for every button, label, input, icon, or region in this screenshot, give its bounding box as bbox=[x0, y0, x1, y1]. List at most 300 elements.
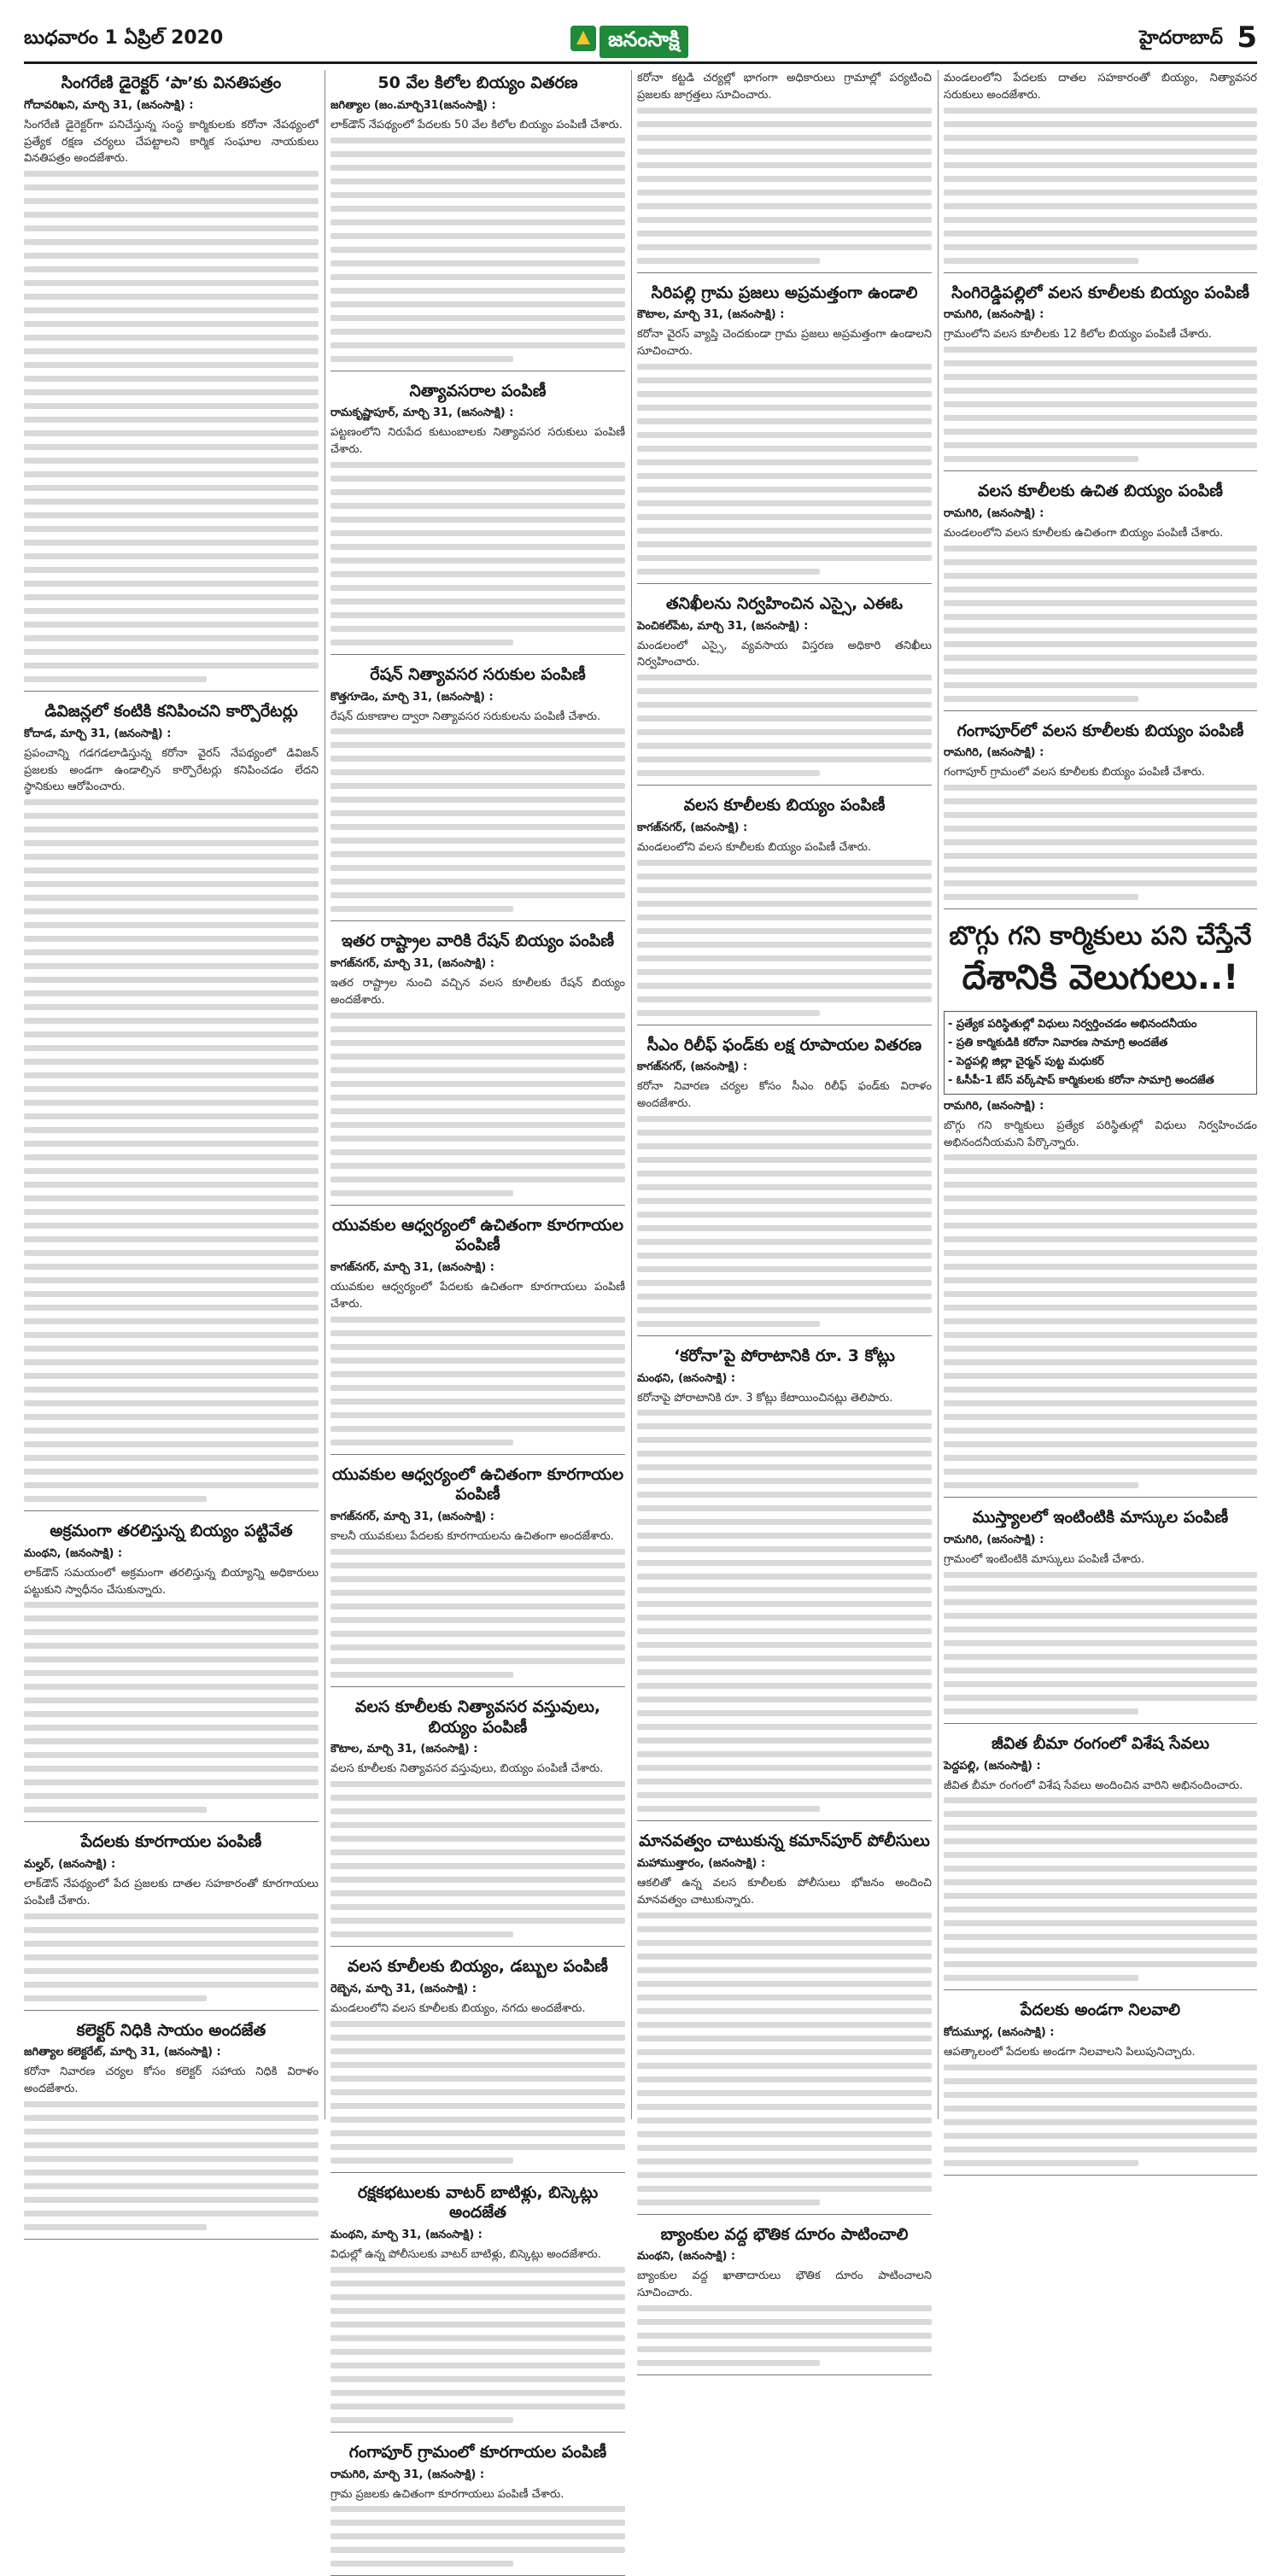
text-line bbox=[637, 1683, 932, 1689]
text-line bbox=[330, 1149, 625, 1155]
text-line bbox=[637, 1157, 932, 1163]
text-line bbox=[637, 203, 932, 209]
text-line bbox=[330, 865, 625, 871]
text-line bbox=[24, 1346, 319, 1352]
text-line bbox=[637, 1615, 932, 1621]
article-separator bbox=[637, 785, 932, 786]
text-line bbox=[24, 1141, 319, 1147]
news-article bbox=[944, 70, 1257, 273]
text-line bbox=[944, 347, 1257, 353]
article-text-lines bbox=[637, 1410, 932, 1812]
text-line bbox=[24, 212, 319, 218]
text-line bbox=[330, 1890, 625, 1896]
text-line bbox=[637, 1806, 820, 1812]
column-2 bbox=[330, 70, 625, 2501]
text-line bbox=[944, 1838, 1257, 1844]
text-line bbox=[24, 1643, 319, 1649]
news-article bbox=[944, 721, 1257, 910]
text-line bbox=[330, 2158, 513, 2164]
text-line bbox=[330, 137, 625, 143]
text-line bbox=[24, 553, 319, 559]
article-dateline: కాగజ్‌నగర్, మార్చి 31, (జనంసాక్షి) : bbox=[330, 1261, 494, 1274]
news-article bbox=[330, 382, 625, 655]
news-article bbox=[944, 482, 1257, 711]
text-line bbox=[24, 540, 319, 546]
text-line bbox=[944, 1291, 1257, 1297]
text-line bbox=[24, 608, 319, 614]
text-line bbox=[330, 2308, 625, 2314]
text-line bbox=[24, 253, 319, 259]
text-line bbox=[637, 873, 932, 879]
text-line bbox=[24, 294, 319, 300]
article-dateline: మంథని, (జనంసాక్షి) : bbox=[24, 1546, 123, 1560]
text-line bbox=[330, 571, 625, 577]
text-line bbox=[637, 702, 932, 708]
article-dateline: రామగిరి, (జనంసాక్షి) : bbox=[944, 1099, 1044, 1113]
article-text-lines bbox=[24, 1913, 319, 2001]
text-line bbox=[330, 1371, 625, 1377]
article-text-lines bbox=[330, 2021, 625, 2164]
text-line bbox=[24, 827, 319, 832]
article-text-lines bbox=[637, 860, 932, 1016]
text-line bbox=[637, 2360, 820, 2366]
text-line bbox=[24, 335, 319, 341]
text-line bbox=[637, 2131, 932, 2137]
text-line bbox=[330, 1576, 625, 1582]
text-line bbox=[944, 853, 1257, 859]
column-1 bbox=[24, 70, 319, 2119]
text-line bbox=[24, 1752, 319, 1758]
text-line bbox=[330, 462, 625, 468]
text-line bbox=[944, 1879, 1257, 1885]
feature-bullet: - ప్రతి కార్మికుడికి కరోనా నివారణ సామాగ్రి అందజేత bbox=[948, 1036, 1168, 1049]
text-line bbox=[637, 1710, 932, 1716]
text-line bbox=[637, 446, 932, 452]
text-line bbox=[24, 1414, 319, 1420]
text-line bbox=[637, 743, 932, 749]
text-line bbox=[637, 1423, 932, 1429]
text-line bbox=[637, 1437, 932, 1443]
article-body: కరోనాపై పోరాటానికి రూ. 3 కోట్లు కేటాయించినట్లు తెలిపారు. bbox=[637, 1391, 893, 1405]
text-line bbox=[24, 1359, 319, 1365]
text-line bbox=[24, 881, 319, 887]
text-line bbox=[944, 559, 1257, 565]
text-line bbox=[637, 1724, 932, 1730]
text-line bbox=[944, 1346, 1257, 1352]
text-line bbox=[330, 2376, 625, 2382]
article-headline: సిరిపల్లి గ్రామ ప్రజలు అప్రమత్తంగా ఉండాలి bbox=[651, 283, 918, 302]
text-line bbox=[944, 1154, 1257, 1160]
text-line bbox=[944, 374, 1257, 380]
text-line bbox=[637, 1464, 932, 1470]
text-line bbox=[330, 906, 513, 912]
text-line bbox=[637, 2049, 932, 2055]
article-dateline: మల్హర్, (జనంసాక్షి) : bbox=[24, 1858, 116, 1871]
text-line bbox=[330, 151, 625, 157]
article-dateline: కాగజ్‌నగర్, మార్చి 31, (జనంసాక్షి) : bbox=[330, 1510, 494, 1523]
text-line bbox=[330, 2417, 513, 2423]
text-line bbox=[24, 1168, 319, 1174]
text-line bbox=[24, 1455, 319, 1461]
article-body: మండలంలో ఎస్సై, వ్యవసాయ విస్తరణ అధికారి తనిఖీలు నిర్వహించారు. bbox=[637, 639, 932, 669]
text-line bbox=[637, 675, 932, 681]
text-line bbox=[330, 1931, 513, 1937]
feature-bullet: - పెద్దపల్లి జిల్లా చైర్మన్ పుట్ట మధుకర్ bbox=[948, 1054, 1104, 1068]
article-dateline: రామగిరి, (జనంసాక్షి) : bbox=[944, 1533, 1044, 1547]
article-text-lines bbox=[944, 785, 1257, 900]
text-line bbox=[24, 485, 319, 491]
text-line bbox=[330, 2390, 625, 2396]
text-line bbox=[944, 798, 1257, 804]
article-body: కాలనీ యువకులు పేదలకు కూరగాయలను ఉచితంగా అందజేశారు. bbox=[330, 1530, 614, 1543]
text-line bbox=[330, 838, 625, 844]
article-dateline: జగిత్యాల కలెక్టరేట్, మార్చి 31, (జనంసాక్షి) : bbox=[24, 2046, 221, 2059]
article-text-lines bbox=[24, 2101, 319, 2230]
news-article bbox=[944, 283, 1257, 472]
news-article bbox=[330, 1697, 625, 1947]
article-headline: గంగాపూర్‌లో వలస కూలీలకు బియ్యం పంపిణీ bbox=[956, 721, 1244, 740]
text-line bbox=[24, 1305, 319, 1311]
article-body: బొగ్గు గని కార్మికులు ప్రత్యేక పరిస్థితుల్లో విధులు నిర్వహించడం అభినందనీయమని పేర్కొన్నారు. bbox=[944, 1119, 1257, 1149]
text-line bbox=[637, 418, 932, 424]
text-line bbox=[637, 1601, 932, 1607]
news-article bbox=[330, 932, 625, 1205]
text-line bbox=[24, 1629, 319, 1635]
text-line bbox=[330, 2322, 625, 2328]
text-line bbox=[637, 1280, 932, 1286]
article-text-lines bbox=[24, 171, 319, 682]
text-line bbox=[24, 2170, 319, 2176]
text-line bbox=[944, 1599, 1257, 1605]
article-dateline: పెద్దపల్లి, (జనంసాక్షి) : bbox=[944, 1759, 1041, 1773]
text-line bbox=[637, 459, 932, 465]
text-line bbox=[944, 442, 1257, 448]
text-line bbox=[24, 444, 319, 450]
text-line bbox=[944, 1920, 1257, 1926]
text-line bbox=[944, 867, 1257, 873]
article-text-lines bbox=[944, 108, 1257, 264]
article-dateline: కాగజ్‌నగర్, (జనంసాక్షి) : bbox=[637, 1060, 748, 1074]
text-line bbox=[637, 716, 932, 721]
text-line bbox=[637, 2090, 932, 2096]
column-divider bbox=[938, 70, 939, 2119]
article-body: లాక్‌డౌన్ సమయంలో అక్రమంగా తరలిస్తున్న బియ్యాన్ని అధికారులు పట్టుకుని స్వాధీనం చేసుకున్నారు. bbox=[24, 1566, 319, 1597]
article-dateline: కాగజ్‌నగర్, (జనంసాక్షి) : bbox=[637, 821, 748, 834]
text-line bbox=[637, 1792, 932, 1798]
masthead-date: బుధవారం 1 ఏప్రిల్ 2020 bbox=[24, 27, 224, 49]
news-article bbox=[944, 1100, 1257, 1498]
text-line bbox=[330, 219, 625, 225]
text-line bbox=[637, 1307, 932, 1313]
article-headline: ముస్త్యాలలో ఇంటింటికి మాస్కుల పంపిణీ bbox=[972, 1508, 1229, 1527]
article-text-lines bbox=[330, 137, 625, 362]
text-line bbox=[637, 996, 932, 1002]
text-line bbox=[330, 2048, 625, 2054]
text-line bbox=[24, 1602, 319, 1608]
text-line bbox=[330, 1822, 625, 1828]
text-line bbox=[24, 1656, 319, 1662]
text-line bbox=[637, 1519, 932, 1525]
text-line bbox=[330, 756, 625, 762]
text-line bbox=[944, 1893, 1257, 1899]
article-headline: నిత్యావసరాల పంపిణీ bbox=[409, 381, 547, 400]
text-line bbox=[637, 405, 932, 411]
text-line bbox=[24, 1209, 319, 1215]
text-line bbox=[330, 1026, 625, 1032]
article-separator bbox=[637, 272, 932, 273]
text-line bbox=[637, 364, 932, 370]
article-separator bbox=[330, 2432, 625, 2433]
text-line bbox=[637, 2104, 932, 2110]
text-line bbox=[24, 895, 319, 901]
article-separator bbox=[944, 470, 1257, 471]
text-line bbox=[944, 2160, 1138, 2166]
text-line bbox=[637, 1967, 932, 1973]
text-line bbox=[637, 121, 932, 127]
article-body: ఆకలితో ఉన్న వలస కూలీలకు పోలీసులు భోజనం అందించి మానవత్వం చాటుకున్నారు. bbox=[637, 1877, 932, 1907]
text-line bbox=[24, 1670, 319, 1676]
text-line bbox=[637, 928, 932, 934]
text-line bbox=[637, 231, 932, 237]
text-line bbox=[24, 376, 319, 382]
text-line bbox=[330, 544, 625, 550]
text-line bbox=[24, 512, 319, 518]
article-dateline: రామగిరి, (జనంసాక్షి) : bbox=[944, 506, 1044, 520]
text-line bbox=[637, 1913, 932, 1919]
article-separator bbox=[637, 583, 932, 584]
text-line bbox=[330, 1836, 625, 1842]
text-line bbox=[24, 1697, 319, 1703]
text-line bbox=[944, 546, 1257, 552]
text-line bbox=[944, 628, 1257, 634]
article-text-lines bbox=[330, 1317, 625, 1446]
text-line bbox=[944, 1359, 1257, 1365]
text-line bbox=[637, 2319, 932, 2325]
text-line bbox=[330, 178, 625, 184]
text-line bbox=[330, 879, 625, 885]
article-separator bbox=[330, 1454, 625, 1455]
text-line bbox=[24, 1086, 319, 1092]
text-line bbox=[24, 471, 319, 477]
text-line bbox=[330, 1781, 625, 1787]
article-text-lines bbox=[330, 462, 625, 645]
text-line bbox=[24, 1711, 319, 1717]
article-dateline: మంథని, (జనంసాక్షి) : bbox=[637, 1371, 736, 1385]
text-line bbox=[24, 417, 319, 423]
text-line bbox=[24, 1045, 319, 1051]
text-line bbox=[330, 1385, 625, 1391]
text-line bbox=[24, 1195, 319, 1201]
text-line bbox=[330, 810, 625, 816]
column-divider bbox=[631, 70, 632, 2119]
article-dateline: రామగిరి, (జనంసాక్షి) : bbox=[944, 746, 1044, 760]
text-line bbox=[24, 2224, 207, 2230]
text-line bbox=[24, 676, 207, 682]
article-body: విధుల్లో ఉన్న పోలీసులకు వాటర్ బాటిళ్లు, బిస్కెట్లు అందజేశారు. bbox=[330, 2248, 601, 2261]
text-line bbox=[944, 1852, 1257, 1858]
text-line bbox=[944, 1236, 1257, 1242]
text-line bbox=[330, 2089, 625, 2095]
text-line bbox=[637, 1628, 932, 1634]
text-line bbox=[330, 1644, 625, 1650]
article-separator bbox=[24, 1510, 319, 1511]
news-article bbox=[24, 73, 319, 692]
text-line bbox=[330, 728, 625, 734]
text-line bbox=[637, 729, 932, 735]
text-line bbox=[637, 1940, 932, 1946]
text-line bbox=[330, 2520, 625, 2526]
text-line bbox=[944, 669, 1257, 675]
text-line bbox=[944, 641, 1257, 647]
article-text-lines bbox=[330, 2506, 625, 2567]
text-line bbox=[944, 360, 1257, 366]
text-line bbox=[944, 1709, 1138, 1714]
text-line bbox=[330, 1549, 625, 1555]
text-line bbox=[944, 1586, 1257, 1592]
article-headline: రక్షకభటులకు వాటర్ బాటిళ్లు, బిస్కెట్లు అందజేత bbox=[357, 2182, 599, 2223]
text-line bbox=[24, 1496, 207, 1502]
text-line bbox=[637, 258, 820, 264]
text-line bbox=[944, 1681, 1257, 1687]
text-line bbox=[637, 1143, 932, 1149]
article-body: కరోనా నివారణ చర్యల కోసం సీఎం రిలీఫ్ ఫండ్‌కు విరాళం అందజేశారు. bbox=[637, 1080, 932, 1110]
article-separator bbox=[330, 2172, 625, 2173]
text-line bbox=[944, 1209, 1257, 1215]
text-line bbox=[637, 983, 932, 989]
text-line bbox=[637, 528, 932, 534]
text-line bbox=[944, 1668, 1257, 1674]
article-separator bbox=[944, 2175, 1257, 2176]
text-line bbox=[330, 2035, 625, 2041]
column-4 bbox=[944, 70, 1257, 2119]
text-line bbox=[944, 1482, 1138, 1488]
text-line bbox=[24, 1941, 319, 1947]
article-separator bbox=[330, 1205, 625, 1206]
news-article bbox=[330, 1465, 625, 1687]
article-dateline: రామకృష్ణాపూర్, మార్చి 31, (జనంసాక్షి) : bbox=[330, 406, 514, 420]
text-line bbox=[330, 206, 625, 212]
text-line bbox=[24, 1725, 319, 1731]
text-line bbox=[24, 2129, 319, 2135]
text-line bbox=[944, 162, 1257, 168]
article-body: ఆపత్కాలంలో పేదలకు అండగా నిలవాలని పిలుపునిచ్చారు. bbox=[944, 2046, 1196, 2059]
text-line bbox=[944, 1866, 1257, 1872]
text-line bbox=[330, 2506, 625, 2512]
article-headline: డివిజన్లలో కంటికి కనిపించని కార్పొరేటర్లు bbox=[44, 702, 298, 721]
text-line bbox=[330, 2335, 625, 2341]
article-separator bbox=[944, 272, 1257, 273]
masthead bbox=[24, 19, 1257, 60]
text-line bbox=[330, 503, 625, 509]
text-line bbox=[330, 1658, 625, 1664]
text-line bbox=[330, 1040, 625, 1046]
text-line bbox=[330, 2062, 625, 2068]
article-text-lines bbox=[944, 1572, 1257, 1714]
article-headline: పేదలకు కూరగాయల పంపిణీ bbox=[80, 1832, 262, 1852]
article-separator bbox=[944, 908, 1257, 909]
text-line bbox=[330, 742, 625, 748]
text-line bbox=[330, 1013, 625, 1019]
article-body: కరోనా నివారణ చర్యల కోసం కలెక్టర్ సహాయ నిధికి విరాళం అందజేశారు. bbox=[24, 2065, 319, 2095]
page-number: 5 bbox=[1237, 20, 1257, 55]
article-text-lines bbox=[330, 2267, 625, 2423]
text-line bbox=[944, 258, 1138, 264]
article-dateline: మంథని, మార్చి 31, (జనంసాక్షి) : bbox=[330, 2228, 483, 2241]
article-separator bbox=[637, 1335, 932, 1336]
text-line bbox=[24, 239, 319, 245]
text-line bbox=[637, 135, 932, 141]
text-line bbox=[637, 1669, 932, 1675]
text-line bbox=[330, 1177, 625, 1183]
text-line bbox=[330, 2404, 625, 2410]
text-line bbox=[330, 1877, 625, 1883]
text-line bbox=[637, 1266, 932, 1272]
text-line bbox=[330, 2021, 625, 2027]
text-line bbox=[637, 2063, 932, 2069]
article-dateline: కోదుమూర్ల, (జనంసాక్షి) : bbox=[944, 2026, 1055, 2040]
article-text-lines bbox=[637, 1913, 932, 2205]
text-line bbox=[330, 783, 625, 789]
article-dateline: రామగిరి, (జనంసాక్షి) : bbox=[944, 308, 1044, 322]
text-line bbox=[637, 473, 932, 479]
article-body: కరోనా వైరస్ వ్యాప్తి చెందకుండా గ్రామ ప్రజలు అప్రమత్తంగా ఉండాలని సూచించారు. bbox=[637, 328, 932, 358]
text-line bbox=[944, 2078, 1257, 2084]
text-line bbox=[944, 1373, 1257, 1379]
article-text-lines bbox=[944, 2065, 1257, 2166]
news-article bbox=[24, 1832, 319, 2010]
article-body: ఇతర రాష్ట్రాల నుంచి వచ్చిన వలస కూలీలకు రేషన్ బియ్యం అందజేశారు. bbox=[330, 977, 625, 1007]
text-line bbox=[944, 108, 1257, 114]
text-line bbox=[637, 2333, 932, 2339]
article-separator bbox=[944, 1989, 1257, 1990]
text-line bbox=[24, 1127, 319, 1133]
text-line bbox=[944, 600, 1257, 606]
text-line bbox=[637, 1239, 932, 1245]
text-line bbox=[944, 1640, 1257, 1646]
article-headline: కలెక్టర్ నిధికి సాయం అందజేత bbox=[76, 2020, 266, 2040]
article-separator bbox=[24, 2010, 319, 2011]
article-body: మండలంలోని పేదలకు దాతల సహకారంతో బియ్యం, నిత్యావసర సరుకులు అందజేశారు. bbox=[944, 72, 1257, 102]
text-line bbox=[330, 1440, 513, 1446]
text-line bbox=[944, 1907, 1257, 1913]
article-body: ప్రపంచాన్ని గడగడలాడిస్తున్న కరోనా వైరస్ నేపథ్యంలో డివిజన్ ప్రజలకు అండగా ఉండాల్సిన కార్పొరేటర్లు కనిపించడం లేదని స్థానికులు ఆరోపించారు. bbox=[24, 746, 319, 794]
text-line bbox=[637, 688, 932, 694]
text-line bbox=[330, 1344, 625, 1350]
text-line bbox=[24, 1807, 207, 1813]
text-line bbox=[944, 587, 1257, 593]
text-line bbox=[637, 2199, 820, 2205]
article-headline: తనిఖీలను నిర్వహించిన ఎస్సై, ఎఈఓ bbox=[665, 593, 904, 613]
article-headline: పేదలకు అండగా నిలవాలి bbox=[1020, 2001, 1181, 2020]
text-line bbox=[330, 247, 625, 253]
news-article bbox=[637, 1346, 932, 1822]
article-separator bbox=[330, 920, 625, 921]
article-text-lines bbox=[944, 546, 1257, 702]
article-text-lines bbox=[330, 728, 625, 912]
text-line bbox=[944, 2119, 1257, 2125]
text-line bbox=[637, 500, 932, 506]
article-headline: వలస కూలీలకు బియ్యం, డబ్బుల పంపిణీ bbox=[347, 1957, 609, 1976]
text-line bbox=[24, 1100, 319, 1106]
text-line bbox=[637, 1765, 932, 1771]
article-body: బ్యాంకుల వద్ద ఖాతాదారులు భౌతిక దూరం పాటించాలని సూచించారు. bbox=[637, 2269, 932, 2299]
text-line bbox=[637, 108, 932, 114]
text-line bbox=[330, 1795, 625, 1801]
text-line bbox=[637, 1642, 932, 1648]
text-line bbox=[330, 1603, 625, 1609]
text-line bbox=[330, 626, 625, 632]
text-line bbox=[637, 942, 932, 948]
